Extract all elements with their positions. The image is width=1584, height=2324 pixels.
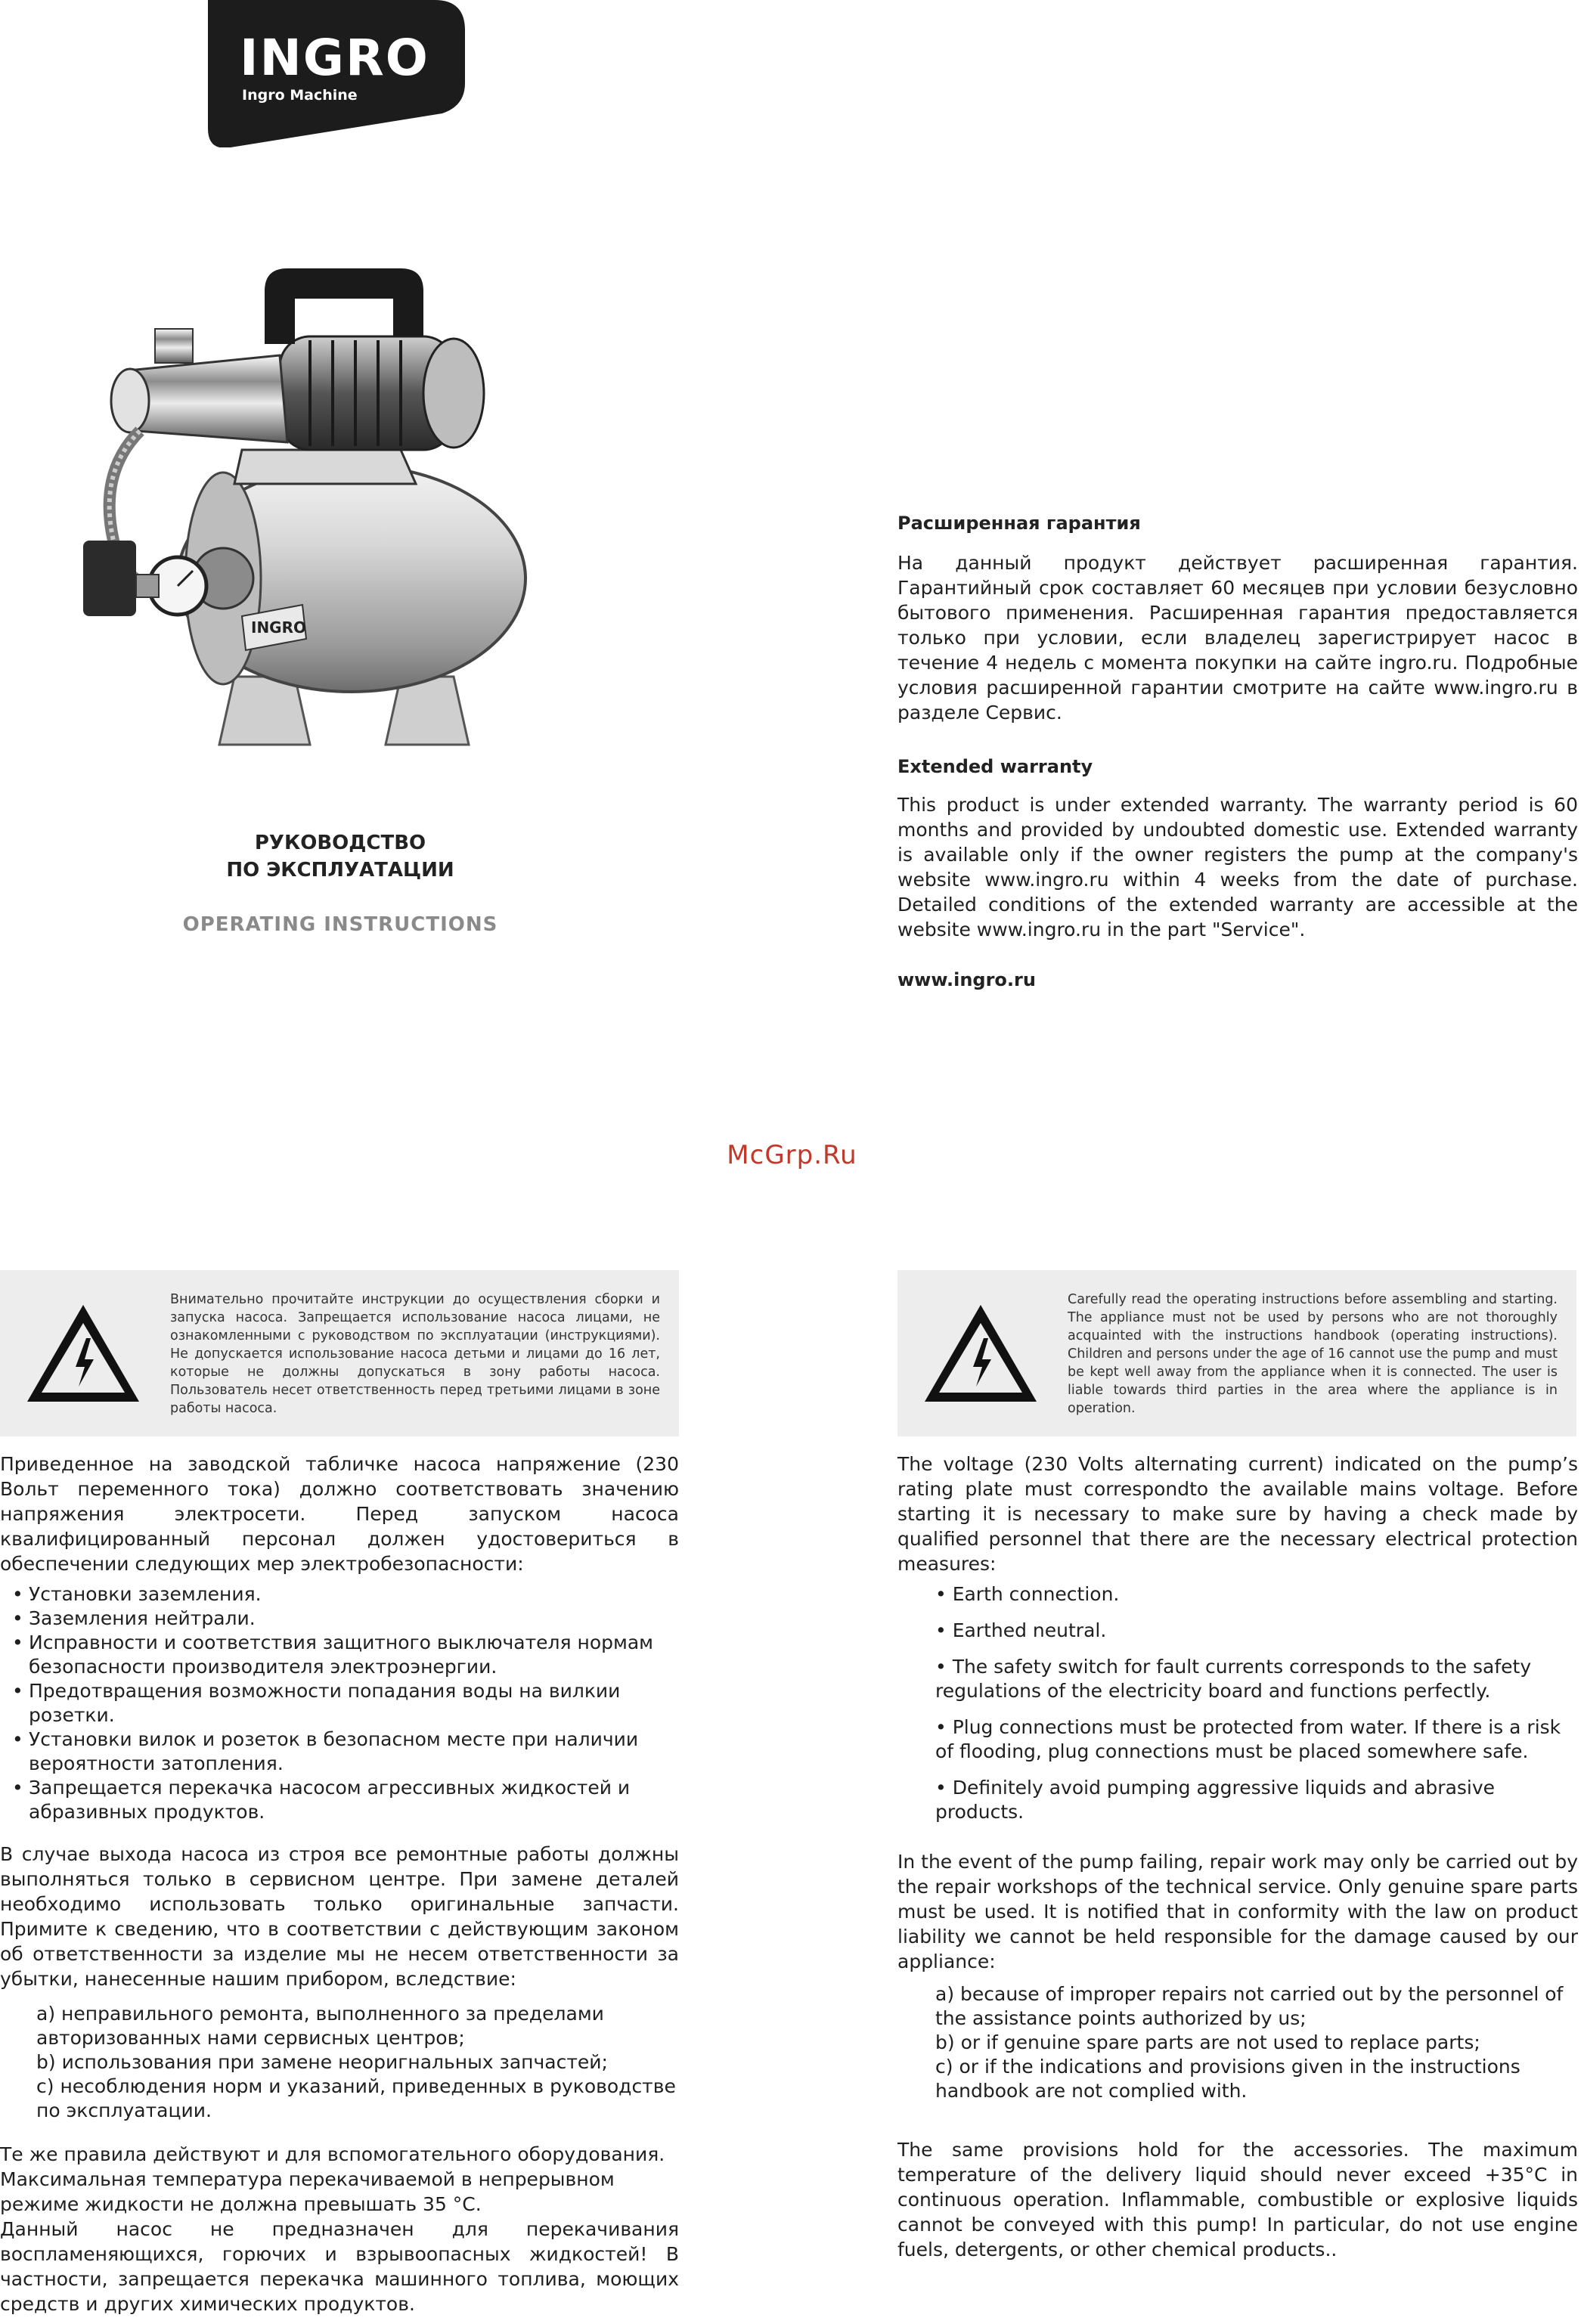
list-item: • Исправности и соответствия защитного выключателя нормам безопасности производителя электроэнергии. xyxy=(6,1631,679,1679)
cover-title-ru-line1: РУКОВОДСТВО xyxy=(254,832,426,854)
list-item: • Earth connection. xyxy=(935,1583,1120,1605)
tank-plate-label: INGRO xyxy=(251,618,306,637)
watermark: McGrp.Ru xyxy=(727,1140,857,1170)
warranty-heading-en: Extended warranty xyxy=(897,756,1093,777)
brand-logo xyxy=(208,0,465,147)
list-item: • Запрещается перекачка насосом агрессивных жидкостей и абразивных продуктов. xyxy=(6,1776,679,1824)
logo-tagline: Ingro Machine xyxy=(242,87,358,104)
warning-box-ru xyxy=(0,1270,679,1436)
warranty-heading-ru: Расширенная гарантия xyxy=(897,513,1141,534)
list-item: с) несоблюдения норм и указаний, приведенных в руководстве по эксплуатации. xyxy=(36,2075,676,2121)
list-item: c) or if the indications and provisions given in the instructions handbook are not complied with. xyxy=(935,2056,1520,2102)
list-item: b) использования при замене неоригнальных запчастей; xyxy=(36,2051,608,2073)
cover-title-ru-line2: ПО ЭКСПЛУАТАЦИИ xyxy=(226,859,454,882)
measures-list-en xyxy=(935,1582,1578,1836)
warranty-text-en: This product is under extended warranty. The warranty period is 60 months and provided by undoubted domestic use. Extended warranty is available only if the owner registers the pump at the company's website www.ingro.ru within 4 weeks from the date of purchase. Detailed conditions of the extended warranty are accessible at the website www.ingro.ru in the part "Service". xyxy=(897,794,1578,940)
accessories-text-ru: Те же правила действуют и для вспомогательного оборудования. Максимальная температура перекачиваемой в непрерывном режиме жидкости не должна превышать 35 °C. xyxy=(0,2143,665,2215)
list-item: b) or if genuine spare parts are not used to replace parts; xyxy=(935,2031,1480,2053)
list-item: • Предотвращения возможности попадания воды на вилкии розетки. xyxy=(6,1679,679,1728)
voltage-text-en: The voltage (230 Volts alternating current) indicated on the pump’s rating plate must correspondto the available mains voltage. Before starting it is necessary to make sure by having a check made by qualified personnel that there are the necessary electrical protection measures: xyxy=(897,1453,1578,1575)
cover-title-en: OPERATING INSTRUCTIONS xyxy=(182,913,498,936)
warning-text-ru: Внимательно прочитайте инструкции до осуществления сборки и запуска насоса. Запрещается использование насоса лицами, не ознакомленными с руководством по эксплуатации (инструкциями). Не допускается использование насоса детьми и лицами до 16 лет, которые не должны допускаться в зону работы насоса. Пользователь несет ответственность перед третьими лицами в зоне работы насоса. xyxy=(170,1292,660,1416)
causes-list-ru xyxy=(36,2002,679,2123)
list-item: а) неправильного ремонта, выполненного за пределами авторизованных нами сервисных центров; xyxy=(36,2003,604,2049)
list-item: • Earthed neutral. xyxy=(935,1619,1107,1641)
electrical-hazard-icon xyxy=(920,1300,1041,1406)
electrical-hazard-icon xyxy=(23,1300,144,1406)
repair-text-en: In the event of the pump failing, repair work may only be carried out by the repair workshops of the technical service. Only genuine spare parts must be used. It is notified that in conformity with the law on product liability we cannot be held responsible for the damage caused by our appliance: xyxy=(897,1851,1578,1972)
prohibition-text-ru: Данный насос не предназначен для перекачивания воспламеняющихся, горючих и взрывоопасных жидкостей! В частности, запрещается перекачка машинного топлива, моющих средств и других химических продуктов. xyxy=(0,2218,679,2315)
repair-text-ru: В случае выхода насоса из строя все ремонтные работы должны выполняться только в сервисном центре. При замене деталей необходимо использовать только оригинальные запчасти. Примите к сведению, что в соответствии с действующим законом об ответственности за изделие мы не несем ответственности за убытки, нанесенные нашим прибором, вследствие: xyxy=(0,1843,679,1990)
voltage-text-ru: Приведенное на заводской табличке насоса напряжение (230 Вольт переменного тока) должно соответствовать значению напряжения электросети. Перед запуском насоса квалифицированный персонал должен удостовериться в обеспечении следующих мер электробезопасности: xyxy=(0,1453,679,1575)
website-link[interactable]: www.ingro.ru xyxy=(897,969,1036,990)
accessories-text-en: The same provisions hold for the accessories. The maximum temperature of the delivery liquid should never exceed +35°C in continuous operation. Inflammable, combustible or explosive liquids cannot be conveyed with this pump! In particular, do not use engine fuels, detergents, or other chemical products.. xyxy=(897,2139,1578,2260)
pump-image xyxy=(83,223,552,798)
logo-wordmark: INGRO xyxy=(240,29,429,87)
list-item: • The safety switch for fault currents corresponds to the safety regulations of the electricity board and functions perfectly. xyxy=(935,1656,1532,1702)
pump-illustration xyxy=(83,223,552,798)
warning-box-en xyxy=(897,1270,1576,1436)
list-item: a) because of improper repairs not carried out by the personnel of the assistance points authorized by us; xyxy=(935,1983,1564,2029)
list-item: • Установки заземления. xyxy=(6,1582,679,1607)
measures-list-ru xyxy=(6,1582,679,1824)
warning-text-en: Carefully read the operating instructions before assembling and starting. The appliance must not be used by persons who are not thoroughly acquainted with the instructions handbook (operating instructions). Children and persons under the age of 16 cannot use the pump and must be kept well away from the appliance when it is connected. The user is liable towards third parties in the area where the appliance is in operation. xyxy=(1068,1292,1558,1416)
list-item: • Установки вилок и розеток в безопасном месте при наличии вероятности затопления. xyxy=(6,1728,679,1776)
list-item: • Заземления нейтрали. xyxy=(6,1607,679,1631)
list-item: • Definitely avoid pumping aggressive liquids and abrasive products. xyxy=(935,1777,1496,1823)
list-item: • Plug connections must be protected from water. If there is a risk of flooding, plug connections must be placed somewhere safe. xyxy=(935,1716,1561,1762)
warranty-text-ru: На данный продукт действует расширенная гарантия. Гарантийный срок составляет 60 месяцев при условии безусловно бытового применения. Расширенная гарантия предоставляется только при условии, если владелец зарегистрирует насос в течение 4 недель с момента покупки на сайте ingro.ru. Подробные условия расширенной гарантии смотрите на сайте www.ingro.ru в разделе Сервис. xyxy=(897,552,1578,724)
causes-list-en xyxy=(935,1982,1578,2103)
